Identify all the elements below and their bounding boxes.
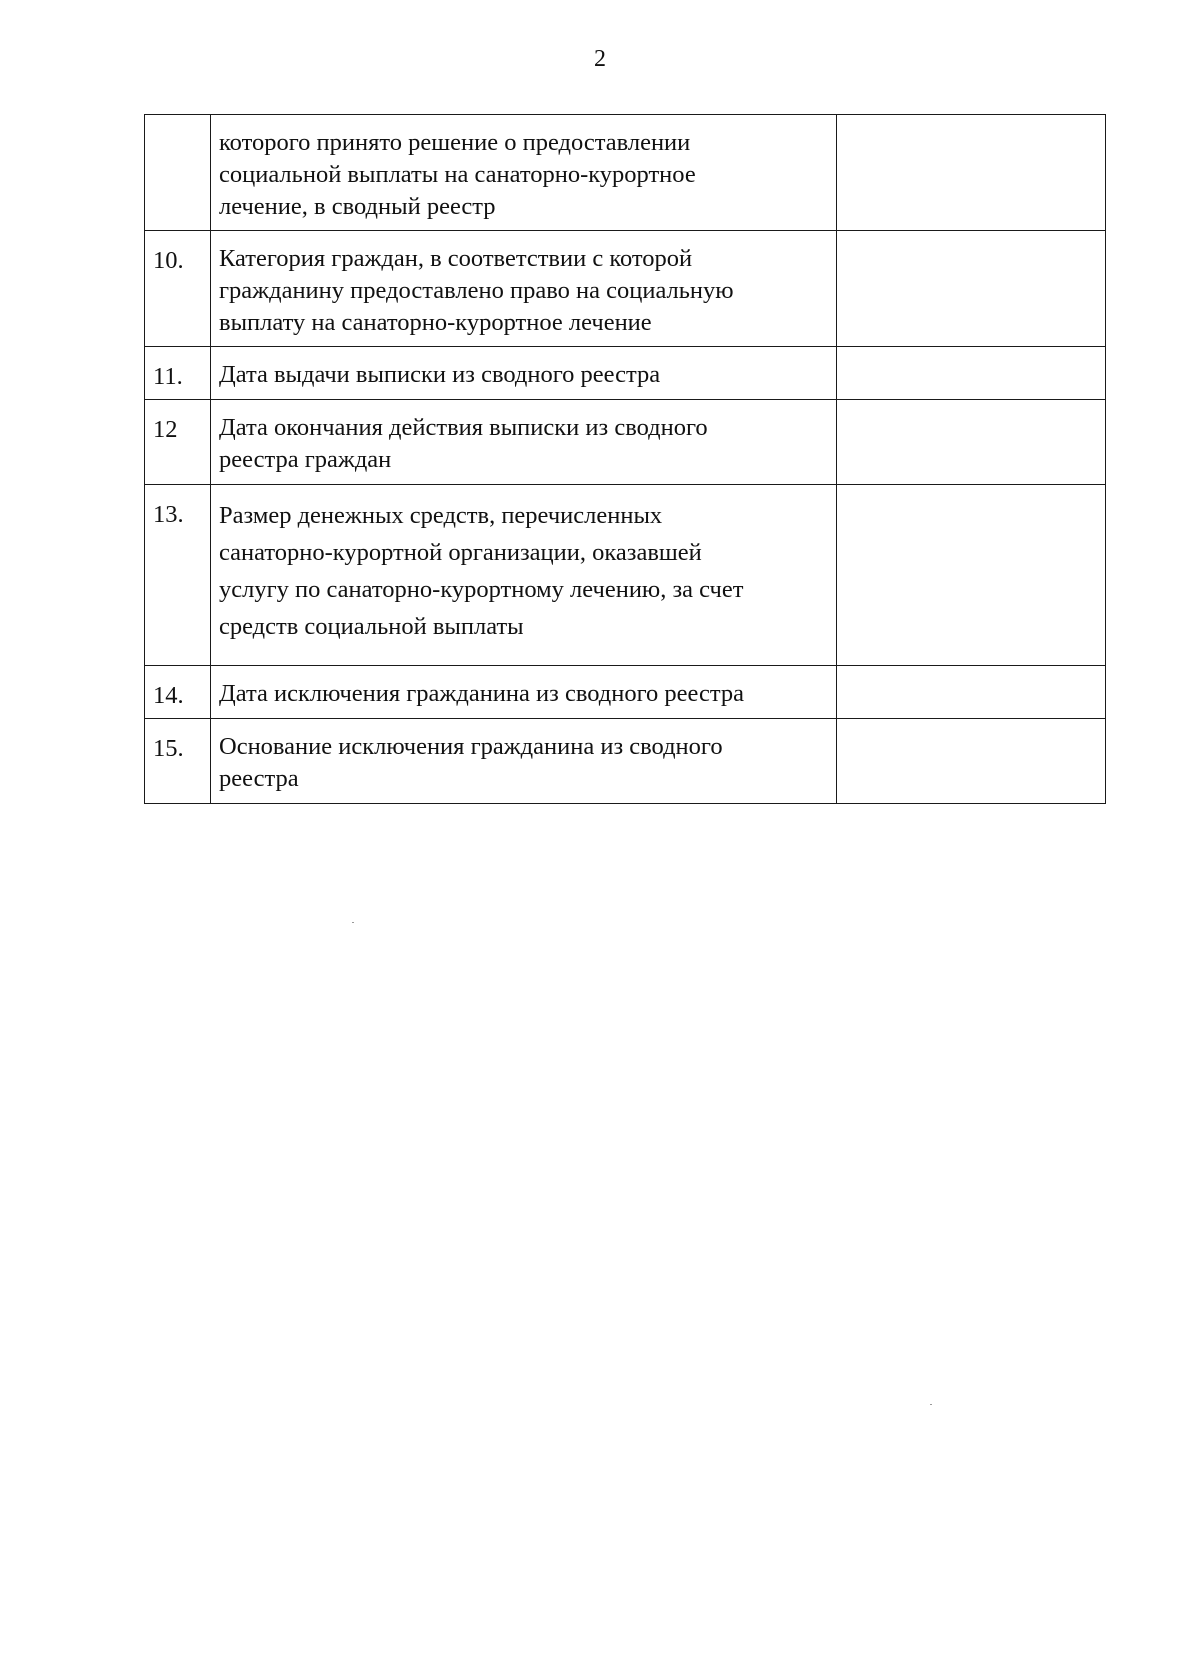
row-value [837, 719, 1106, 804]
table-row [145, 666, 1106, 719]
row-description [211, 666, 837, 719]
row-description-text: Размер денежных средств, перечисленных санаторно-курортной организации, оказавшей услугу по санаторно-курортному лечению, за счет средств социальной выплаты [219, 502, 744, 640]
table-row [145, 400, 1106, 485]
row-description-text: Дата выдачи выписки из сводного реестра [219, 361, 661, 388]
row-description [211, 347, 837, 400]
row-description [211, 231, 837, 347]
row-description [211, 115, 837, 231]
row-value [837, 666, 1106, 719]
row-description-text: Дата окончания действия выписки из сводного реестра граждан [219, 414, 708, 473]
table-row [145, 719, 1106, 804]
row-number: 14. [145, 666, 211, 719]
row-description [211, 485, 837, 666]
row-number: 13. [145, 485, 211, 666]
row-value [837, 115, 1106, 231]
table-row [145, 485, 1106, 666]
row-description-text: Основание исключения гражданина из сводного реестра [219, 733, 723, 792]
row-number: 10. [145, 231, 211, 347]
row-value [837, 231, 1106, 347]
row-number [145, 115, 211, 231]
row-description-text: которого принято решение о предоставлении социальной выплаты на санаторно-курортное лечение, в сводный реестр [219, 129, 696, 220]
row-number: 15. [145, 719, 211, 804]
page-number: 2 [594, 46, 606, 72]
row-value [837, 400, 1106, 485]
row-value [837, 347, 1106, 400]
row-description-text: Категория граждан, в соответствии с которой гражданину предоставлено право на социальную выплату на санаторно-курортное лечение [219, 245, 734, 336]
row-number: 11. [145, 347, 211, 400]
registry-fields-table [144, 114, 1106, 804]
table-row [145, 115, 1106, 231]
table-row [145, 231, 1106, 347]
row-description-text: Дата исключения гражданина из сводного реестра [219, 680, 745, 707]
row-description [211, 719, 837, 804]
scan-speck [930, 1404, 932, 1405]
row-description [211, 400, 837, 485]
scan-speck [352, 922, 354, 923]
table-row [145, 347, 1106, 400]
row-number: 12 [145, 400, 211, 485]
row-value [837, 485, 1106, 666]
